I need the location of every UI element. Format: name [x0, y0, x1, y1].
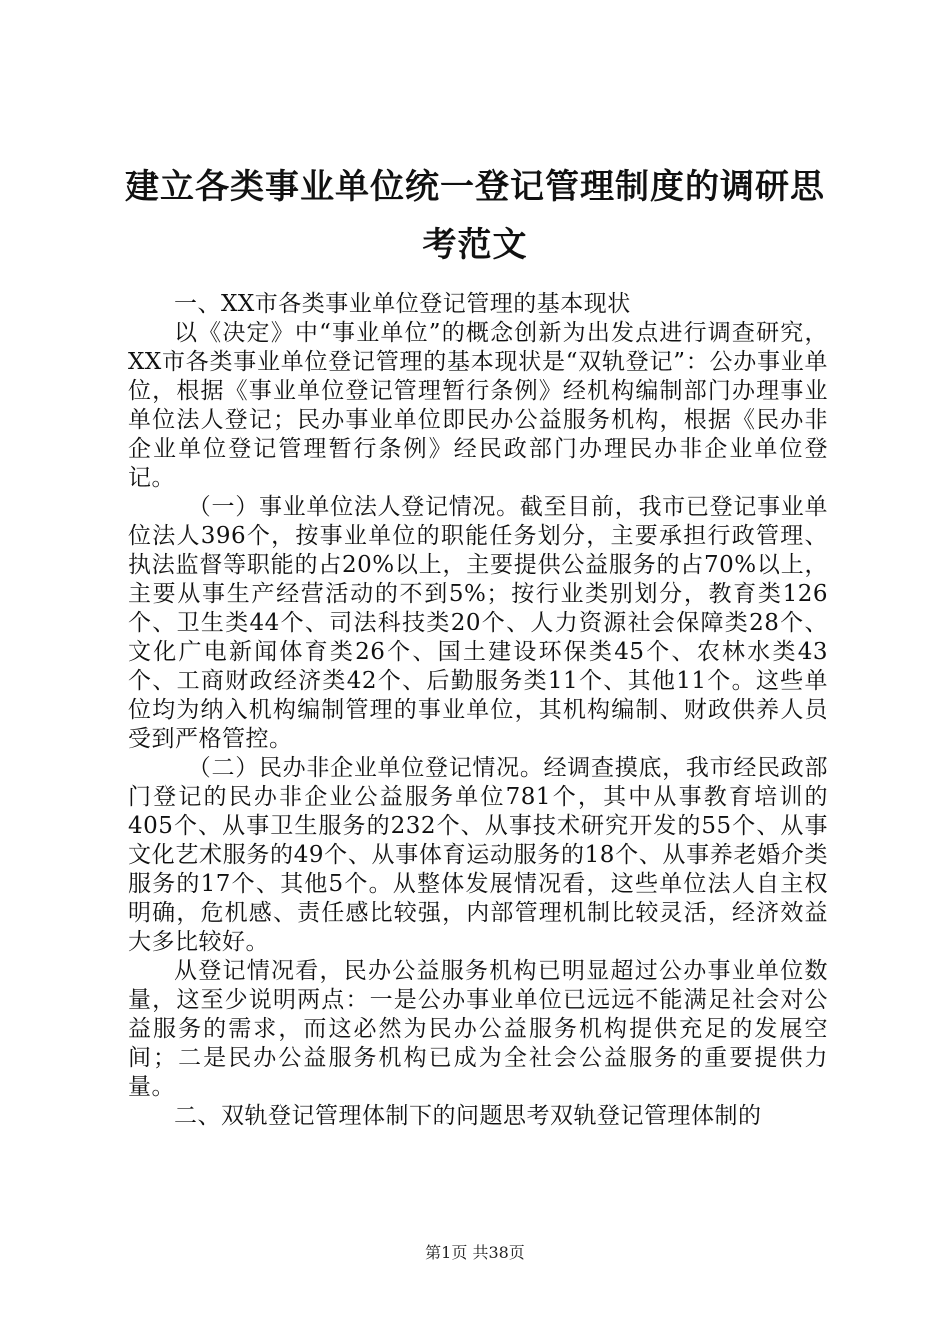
- section-heading-2: 二、双轨登记管理体制下的问题思考双轨登记管理体制的: [174, 1103, 762, 1129]
- document-title: 建立各类事业单位统一登记管理制度的调研思考范文: [125, 167, 825, 265]
- paragraph-private-institutions: （二）民办非企业单位登记情况。经调查摸底，我市经民政部门登记的民办非企业公益服务单位781个，其中从事教育培训的405个、从事卫生服务的232个、从事技术研究开发的55个、从事文化艺术服务的49个、从事体育运动服务的18个、从事养老婚介类服务的17个、其他5个。从整体发展情况看，这些单位法人自主权明确，危机感、责任感比较强，内部管理机制比较灵活，经济效益大多比较好。: [128, 755, 828, 955]
- paragraph-public-institutions: （一）事业单位法人登记情况。截至目前，我市已登记事业单位法人396个，按事业单位的职能任务划分，主要承担行政管理、执法监督等职能的占20%以上，主要提供公益服务的占70%以上，主要从事生产经营活动的不到5%；按行业类别划分，教育类126个、卫生类44个、司法科技类20个、人力资源社会保障类28个、文化广电新闻体育类26个、国土建设环保类45个、农林水类43个、工商财政经济类42个、后勤服务类11个、其他11个。这些单位均为纳入机构编制管理的事业单位，其机构编制、财政供养人员受到严格管控。: [128, 494, 828, 752]
- paragraph-registration-analysis: 从登记情况看，民办公益服务机构已明显超过公办事业单位数量，这至少说明两点：一是公办事业单位已远远不能满足社会对公益服务的需求，而这必然为民办公益服务机构提供充足的发展空间；二是民办公益服务机构已成为全社会公益服务的重要提供力量。: [128, 958, 828, 1100]
- document-body: [128, 290, 828, 1131]
- paragraph-overview: 以《决定》中“事业单位”的概念创新为出发点进行调查研究，XX市各类事业单位登记管理的基本现状是“双轨登记”：公办事业单位，根据《事业单位登记管理暂行条例》经机构编制部门办理事业单位法人登记；民办事业单位即民办公益服务机构，根据《民办非企业单位登记管理暂行条例》经民政部门办理民办非企业单位登记。: [128, 320, 828, 491]
- page-number-footer: 第1页 共38页: [425, 1243, 525, 1262]
- section-heading-1: 一、XX市各类事业单位登记管理的基本现状: [174, 291, 631, 317]
